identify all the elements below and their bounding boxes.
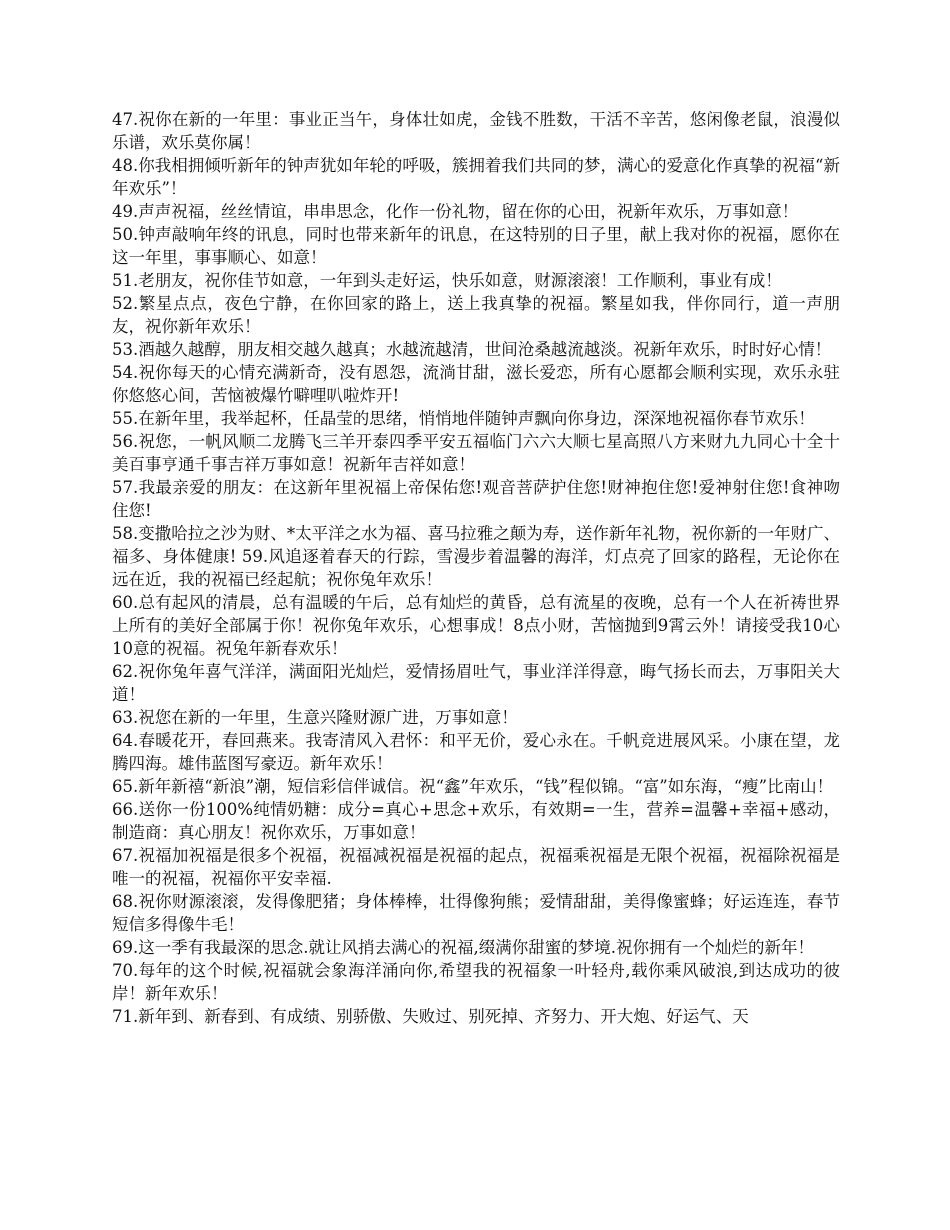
- paragraph-54: 54.祝你每天的心情充满新奇，没有恩怨，流淌甘甜，滋长爱恋，所有心愿都会顺利实现，欢乐永驻你悠悠心间，苦恼被爆竹噼哩叭啦炸开!: [112, 363, 840, 405]
- paragraph-65: 65.新年新禧“新浪”潮，短信彩信伴诚信。祝“鑫”年欢乐，“钱”程似锦。“富”如东海，“瘦”比南山！: [112, 777, 834, 796]
- paragraph-63: 63.祝您在新的一年里，生意兴隆财源广进，万事如意！: [112, 708, 518, 727]
- paragraph-47: 47.祝你在新的一年里：事业正当午，身体壮如虎，金钱不胜数，干活不辛苦，悠闲像老鼠，浪漫似乐谱，欢乐莫你属！: [112, 110, 840, 152]
- paragraph-70: 70.每年的这个时候,祝福就会象海洋涌向你,希望我的祝福象一叶轻舟,载你乘风破浪,到达成功的彼岸！新年欢乐！: [112, 961, 840, 1003]
- paragraph-48: 48.你我相拥倾听新年的钟声犹如年轮的呼吸，簇拥着我们共同的梦，满心的爱意化作真挚的祝福“新年欢乐”！: [112, 156, 840, 198]
- paragraph-62: 62.祝你兔年喜气洋洋，满面阳光灿烂，爱情扬眉吐气，事业洋洋得意，晦气扬长而去，万事阳关大道！: [112, 662, 840, 704]
- paragraph-51: 51.老朋友，祝你佳节如意，一年到头走好运，快乐如意，财源滚滚！工作顺利，事业有成！: [112, 271, 782, 290]
- paragraph-50: 50.钟声敲响年终的讯息，同时也带来新年的讯息，在这特别的日子里，献上我对你的祝福，愿你在这一年里，事事顺心、如意！: [112, 225, 840, 267]
- paragraph-69: 69.这一季有我最深的思念.就让风捎去满心的祝福,缀满你甜蜜的梦境.祝你拥有一个灿烂的新年！: [112, 938, 814, 957]
- paragraph-67: 67.祝福加祝福是很多个祝福，祝福减祝福是祝福的起点，祝福乘祝福是无限个祝福，祝福除祝福是唯一的祝福，祝福你平安幸福.: [112, 846, 840, 888]
- paragraph-66: 66.送你一份100%纯情奶糖：成分=真心+思念+欢乐，有效期=一生，营养=温馨+幸福+感动，制造商：真心朋友！祝你欢乐，万事如意！: [112, 800, 840, 842]
- paragraph-57: 57.我最亲爱的朋友：在这新年里祝福上帝保佑您!观音菩萨护住您!财神抱住您!爱神射住您!食神吻住您!: [112, 478, 840, 520]
- paragraph-64: 64.春暖花开，春回燕来。我寄清风入君怀：和平无价，爱心永在。千帆竞进展风采。小康在望，龙腾四海。雄伟蓝图写豪迈。新年欢乐！: [112, 731, 840, 773]
- paragraph-55: 55.在新年里，我举起杯，任晶莹的思绪，悄悄地伴随钟声飘向你身边，深深地祝福你春节欢乐！: [112, 409, 815, 428]
- paragraph-58: 58.变撒哈拉之沙为财、*太平洋之水为福、喜马拉雅之颠为寿，送作新年礼物，祝你新的一年财广、福多、身体健康! 59.风追逐着春天的行踪，雪漫步着温馨的海洋，灯点亮了回家的路程，无论你在远在近，我的祝福已经起航；祝你兔年欢乐！: [112, 524, 840, 589]
- paragraph-53: 53.酒越久越醇，朋友相交越久越真；水越流越清，世间沧桑越流越淡。祝新年欢乐，时时好心情！: [112, 340, 832, 359]
- paragraph-56: 56.祝您，一帆风顺二龙腾飞三羊开泰四季平安五福临门六六大顺七星高照八方来财九九同心十全十美百事亨通千事吉祥万事如意！祝新年吉祥如意！: [112, 432, 840, 474]
- paragraph-68: 68.祝你财源滚滚，发得像肥猪；身体棒棒，壮得像狗熊；爱情甜甜，美得像蜜蜂；好运连连，春节短信多得像牛毛！: [112, 892, 840, 934]
- paragraph-49: 49.声声祝福，丝丝情谊，串串思念，化作一份礼物，留在你的心田，祝新年欢乐，万事如意！: [112, 202, 799, 221]
- paragraph-52: 52.繁星点点，夜色宁静，在你回家的路上，送上我真挚的祝福。繁星如我，伴你同行，道一声朋友，祝你新年欢乐！: [112, 294, 840, 336]
- paragraph-71: 71.新年到、新春到、有成绩、别骄傲、失败过、别死掉、齐努力、开大炮、好运气、天: [112, 1007, 749, 1026]
- paragraph-60: 60.总有起风的清晨，总有温暖的午后，总有灿烂的黄昏，总有流星的夜晚，总有一个人在祈祷世界上所有的美好全部属于你！祝你兔年欢乐，心想事成！8点小财，苦恼抛到9霄云外！请接受我10心10意的祝福。祝兔年新春欢乐！: [112, 593, 840, 658]
- document-body: [112, 108, 840, 1028]
